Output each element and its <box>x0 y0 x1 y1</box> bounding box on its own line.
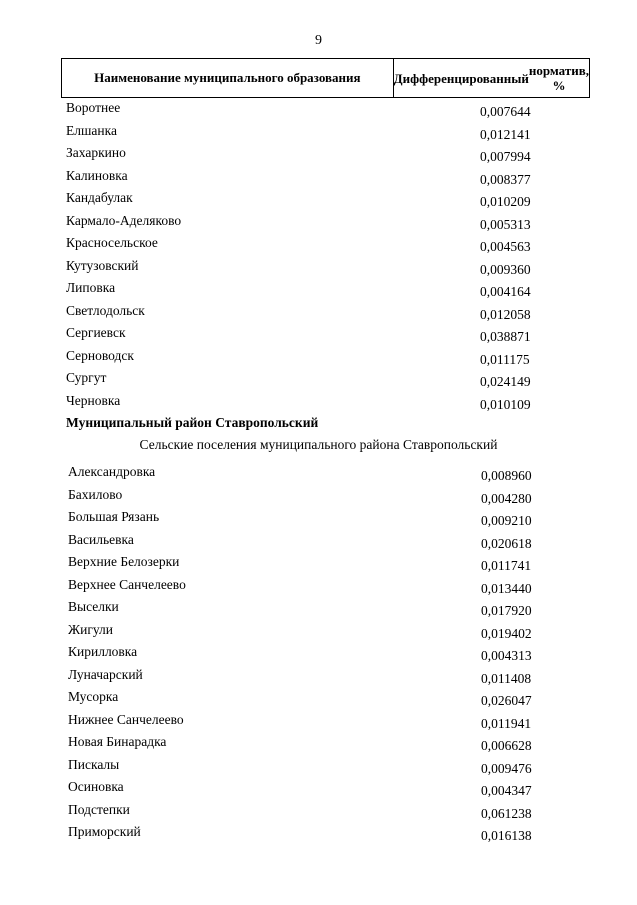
subsection-title: Сельские поселения муниципального района Ставропольский <box>139 437 498 452</box>
table-row <box>0 507 637 530</box>
header-value-line2: норматив, % <box>528 63 589 93</box>
municipality-name: Александровка <box>68 464 156 479</box>
table-row <box>0 121 637 144</box>
normative-value: 0,016138 <box>481 828 532 843</box>
normative-value: 0,004563 <box>480 239 531 254</box>
normative-value: 0,038871 <box>480 329 531 344</box>
table-row <box>0 575 637 598</box>
municipality-name: Светлодольск <box>66 302 145 318</box>
municipality-name: Кармало-Аделяково <box>66 212 182 228</box>
table-row <box>0 256 637 279</box>
table-row <box>0 211 637 234</box>
header-name-column: Наименование муниципального образования <box>62 59 394 97</box>
municipality-name: Мусорка <box>68 689 119 704</box>
table-row <box>0 530 637 553</box>
municipality-name: Красносельское <box>66 235 158 250</box>
municipality-name: Пискалы <box>68 756 120 772</box>
header-value-line1: Дифференцированный <box>393 70 529 86</box>
normative-value: 0,007644 <box>480 104 531 119</box>
normative-value: 0,020618 <box>481 535 532 551</box>
municipality-name: Луначарский <box>68 666 143 682</box>
table-row <box>0 822 637 845</box>
municipality-name: Большая Рязань <box>68 509 160 524</box>
normative-value: 0,004164 <box>480 284 531 299</box>
normative-value: 0,006628 <box>481 738 532 753</box>
normative-value: 0,007994 <box>480 149 531 164</box>
table-row <box>0 665 637 688</box>
table-row <box>0 462 637 485</box>
table-row <box>0 166 637 189</box>
municipality-name: Сергиевск <box>66 325 126 340</box>
normative-value: 0,009210 <box>481 513 532 528</box>
municipality-name: Кирилловка <box>68 644 138 659</box>
municipality-name: Кутузовский <box>66 257 139 273</box>
normative-value: 0,004313 <box>481 648 532 663</box>
table-row <box>0 143 637 166</box>
normative-value: 0,010109 <box>480 396 531 412</box>
table-row <box>0 188 637 211</box>
municipality-name: Кандабулак <box>66 190 133 205</box>
normative-value: 0,008960 <box>481 468 532 483</box>
group2-list <box>0 462 637 845</box>
district-row <box>0 413 637 435</box>
municipality-name: Осиновка <box>68 779 124 794</box>
municipality-name: Подстепки <box>68 801 130 817</box>
header-value-column <box>394 59 589 97</box>
table-row <box>0 233 637 256</box>
table-row <box>0 552 637 575</box>
municipality-name: Верхнее Санчелеево <box>68 576 186 592</box>
subsection-row <box>0 435 637 462</box>
municipality-name: Серноводск <box>66 347 134 363</box>
normative-value: 0,013440 <box>481 580 532 596</box>
normative-value: 0,011741 <box>481 558 532 573</box>
district-title: Муниципальный район Ставропольский <box>66 415 319 430</box>
table-row <box>0 687 637 710</box>
municipality-name: Елшанка <box>66 122 117 138</box>
municipality-name: Выселки <box>68 599 119 614</box>
normative-value: 0,012058 <box>480 306 531 322</box>
table-body <box>0 98 637 845</box>
normative-value: 0,004280 <box>481 490 532 506</box>
table-row <box>0 98 637 121</box>
municipality-name: Новая Бинарадка <box>68 734 167 749</box>
table-row <box>0 323 637 346</box>
normative-value: 0,012141 <box>480 126 531 142</box>
normative-value: 0,061238 <box>481 805 532 821</box>
table-row <box>0 620 637 643</box>
table-row <box>0 346 637 369</box>
municipality-name: Воротнее <box>66 100 121 115</box>
municipality-name: Верхние Белозерки <box>68 554 180 569</box>
table-header <box>61 58 590 98</box>
municipality-name: Приморский <box>68 824 141 839</box>
municipality-name: Васильевка <box>68 531 134 547</box>
normative-value: 0,008377 <box>480 171 531 187</box>
normative-value: 0,005313 <box>480 216 531 232</box>
normative-value: 0,017920 <box>481 603 532 618</box>
municipality-name: Захаркино <box>66 145 126 160</box>
table-row <box>0 800 637 823</box>
municipality-name: Черновка <box>66 392 121 408</box>
normative-value: 0,009360 <box>480 261 531 277</box>
table-row <box>0 278 637 301</box>
table-row <box>0 368 637 391</box>
normative-value: 0,019402 <box>481 625 532 641</box>
table-row <box>0 485 637 508</box>
table-row <box>0 642 637 665</box>
group1-list <box>0 98 637 413</box>
table-row <box>0 301 637 324</box>
municipality-name: Сургут <box>66 370 107 385</box>
table-row <box>0 391 637 414</box>
normative-value: 0,011408 <box>481 670 532 686</box>
municipality-name: Бахилово <box>68 486 123 502</box>
normative-value: 0,011941 <box>481 715 532 731</box>
table-row <box>0 710 637 733</box>
table-row <box>0 755 637 778</box>
municipality-name: Калиновка <box>66 167 128 183</box>
normative-value: 0,010209 <box>480 194 531 209</box>
normative-value: 0,009476 <box>481 760 532 776</box>
normative-value: 0,024149 <box>480 374 531 389</box>
normative-value: 0,004347 <box>481 783 532 798</box>
municipality-name: Нижнее Санчелеево <box>68 711 184 727</box>
page-number: 9 <box>315 33 322 48</box>
normative-value: 0,011175 <box>480 351 530 367</box>
normative-value: 0,026047 <box>481 693 532 708</box>
table-row <box>0 777 637 800</box>
municipality-name: Жигули <box>68 621 113 637</box>
table-row <box>0 732 637 755</box>
table-row <box>0 597 637 620</box>
municipality-name: Липовка <box>66 280 116 295</box>
